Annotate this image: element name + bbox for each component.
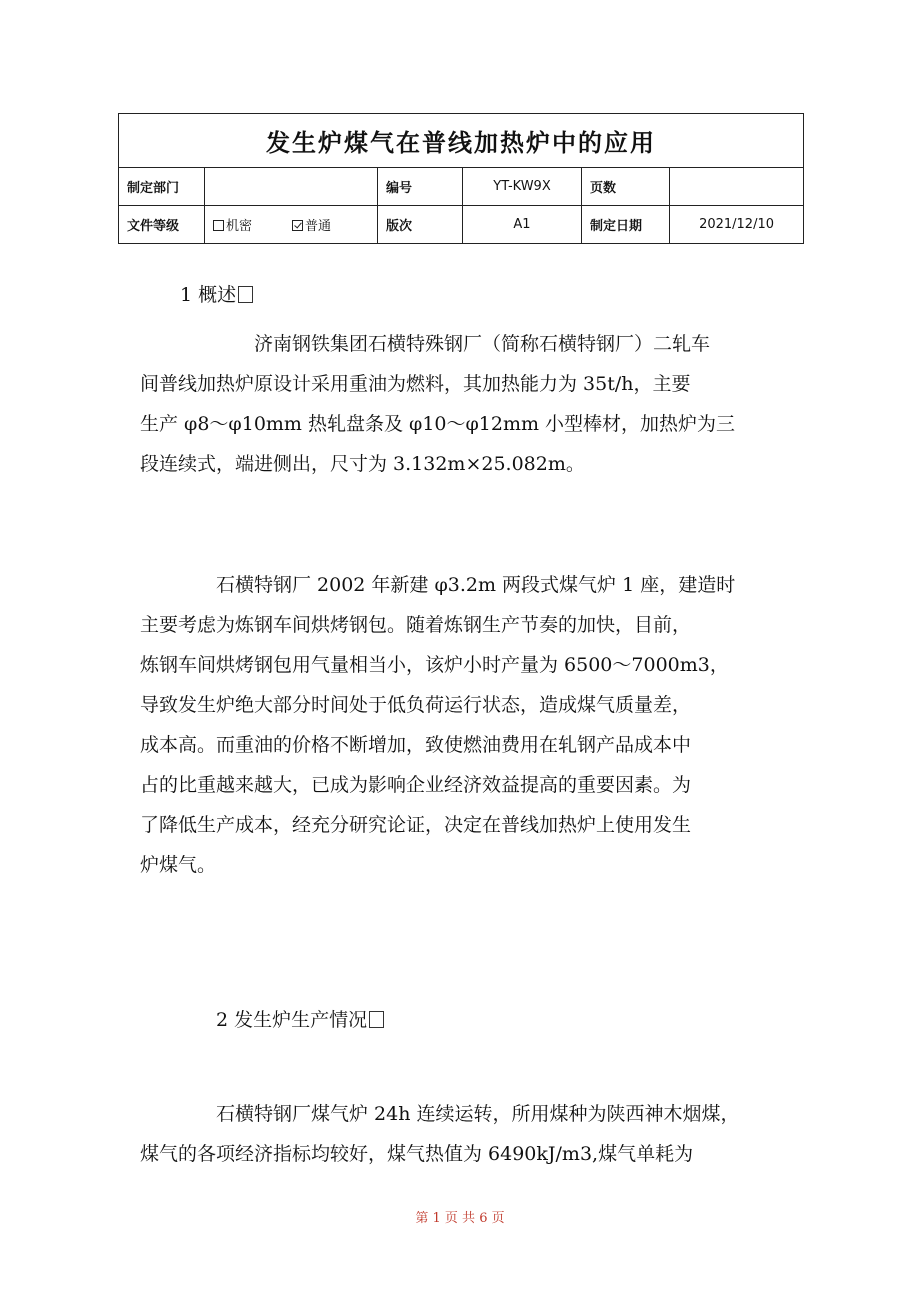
paragraph-line: 炉煤气。 (140, 854, 217, 876)
document-header-table (118, 113, 804, 244)
option-secret[interactable] (213, 215, 252, 234)
paragraph-line: 段连续式，端进侧出，尺寸为 3.132m×25.082m。 (140, 453, 585, 475)
placeholder-box-icon (369, 1011, 384, 1028)
placeholder-box-icon (238, 286, 253, 303)
paragraph-line: 生产 φ8～φ10mm 热轧盘条及 φ10～φ12mm 小型棒材，加热炉为三 (140, 413, 736, 435)
section-2-heading (216, 1005, 384, 1035)
section-1-heading-text: 1 概述 (180, 284, 237, 306)
level-label: 文件等级 (119, 206, 205, 244)
date-label: 制定日期 (582, 206, 670, 244)
version-value: A1 (463, 206, 582, 244)
option-normal[interactable] (292, 215, 331, 234)
section-1-paragraph-2 (140, 565, 790, 885)
paragraph-line: 主要考虑为炼钢车间烘烤钢包。随着炼钢生产节奏的加快，目前， (140, 614, 692, 636)
paragraph-line: 导致发生炉绝大部分时间处于低负荷运行状态，造成煤气质量差， (140, 694, 692, 716)
paragraph-line: 煤气的各项经济指标均较好，煤气热值为 6490kJ/m3,煤气单耗为 (140, 1143, 694, 1165)
paragraph-first-line: 石横特钢厂煤气炉 24h 连续运转，所用煤种为陕西神木烟煤， (216, 1103, 740, 1125)
paragraph-line: 了降低生产成本，经充分研究论证，决定在普线加热炉上使用发生 (140, 814, 692, 836)
section-2-heading-text: 2 发生炉生产情况 (216, 1009, 368, 1031)
date-value: 2021/12/10 (670, 206, 804, 244)
pages-value (670, 168, 804, 206)
checked-box-icon[interactable] (292, 220, 303, 231)
option-secret-label: 机密 (226, 219, 253, 234)
document-title: 发生炉煤气在普线加热炉中的应用 (119, 114, 804, 168)
version-label: 版次 (378, 206, 463, 244)
section-1-paragraph-1 (140, 324, 790, 484)
paragraph-line: 占的比重越来越大，已成为影响企业经济效益提高的重要因素。为 (140, 774, 692, 796)
page-number: 第 1 页 共 6 页 (415, 1211, 505, 1226)
paragraph-first-line: 济南钢铁集团石横特殊钢厂（简称石横特钢厂）二轧车 (254, 333, 711, 355)
paragraph-line: 间普线加热炉原设计采用重油为燃料，其加热能力为 35t/h，主要 (140, 373, 691, 395)
page-footer (0, 1207, 920, 1226)
pages-label: 页数 (582, 168, 670, 206)
paragraph-first-line: 石横特钢厂 2002 年新建 φ3.2m 两段式煤气炉 1 座，建造时 (216, 574, 736, 596)
section-2-paragraph-1 (140, 1094, 790, 1174)
code-label: 编号 (378, 168, 463, 206)
code-value: YT-KW9X (463, 168, 582, 206)
section-1-heading (180, 280, 253, 310)
level-options (205, 206, 378, 244)
dept-label: 制定部门 (119, 168, 205, 206)
paragraph-line: 炼钢车间烘烤钢包用气量相当小，该炉小时产量为 6500～7000m3， (140, 654, 729, 676)
paragraph-line: 成本高。而重油的价格不断增加，致使燃油费用在轧钢产品成本中 (140, 734, 692, 756)
dept-value (205, 168, 378, 206)
unchecked-box-icon[interactable] (213, 220, 224, 231)
option-normal-label: 普通 (305, 219, 332, 234)
